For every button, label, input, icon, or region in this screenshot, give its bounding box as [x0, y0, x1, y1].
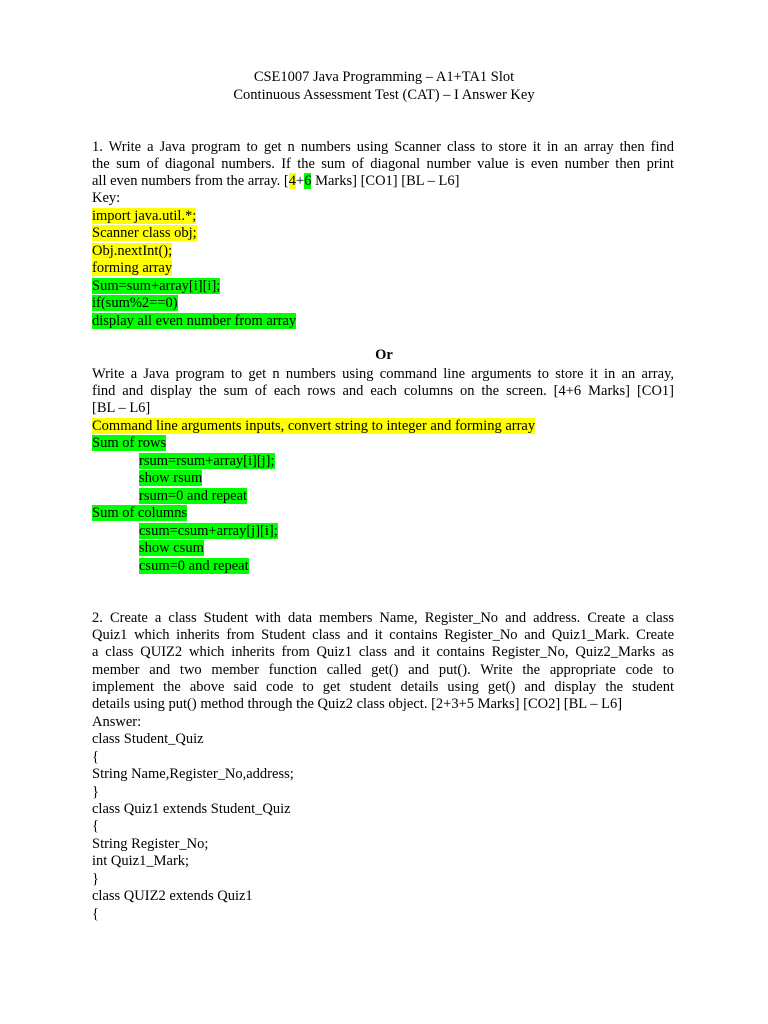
- q2-text-line: implement the above said code to get student details using get() and display the student: [92, 679, 674, 695]
- q1b-key-line: show rsum: [139, 470, 203, 486]
- q2-code-line: String Register_No;: [92, 836, 209, 852]
- q1b-key-line: show csum: [139, 540, 204, 556]
- q1-mark-b: 6: [304, 173, 312, 189]
- q1-key-line: display all even number from array: [92, 313, 297, 329]
- q2-text-last-line: details using put() method through the Quiz2 class object. [2+3+5 Marks] [CO2] [BL – L6]: [92, 696, 623, 712]
- q2-code-line: String Name,Register_No,address;: [92, 766, 294, 782]
- q1b-key-line: csum=0 and repeat: [139, 558, 249, 574]
- q1-key-line: Obj.nextInt();: [92, 243, 173, 259]
- q1-mark-plus: +: [296, 173, 305, 189]
- q1-line3-text: all even numbers from the array. [: [92, 173, 289, 189]
- q2-code-line: {: [92, 906, 99, 922]
- document-title: CSE1007 Java Programming – A1+TA1 Slot: [253, 69, 515, 85]
- q2-code-line: }: [92, 784, 99, 800]
- or-separator: Or: [375, 347, 393, 363]
- q1b-text-line-2: find and display the sum of each rows and each columns on the screen. [4+6 Marks] [CO1]: [92, 383, 674, 399]
- q2-code-line: {: [92, 749, 99, 765]
- q1-key-label: Key:: [92, 190, 121, 206]
- document-subtitle: Continuous Assessment Test (CAT) – I Answer Key: [233, 87, 535, 103]
- q1b-key-line: Sum of columns: [92, 505, 188, 521]
- q2-code-line: class QUIZ2 extends Quiz1: [92, 888, 253, 904]
- q1b-key-line: Sum of rows: [92, 435, 167, 451]
- q2-answer-label: Answer:: [92, 714, 142, 730]
- q2-code-line: }: [92, 871, 99, 887]
- q1-text-line-1: 1. Write a Java program to get n numbers using Scanner class to store it in an array then find: [92, 139, 674, 155]
- q1b-key-line: rsum=rsum+array[i][j];: [139, 453, 275, 469]
- q2-text-line: 2. Create a class Student with data members Name, Register_No and address. Create a class: [92, 610, 674, 626]
- q1b-text-line-1: Write a Java program to get n numbers using command line arguments to store it in an array,: [92, 366, 674, 382]
- q1b-text-line-3: [BL – L6]: [92, 400, 151, 416]
- q1b-key-line: Command line arguments inputs, convert string to integer and forming array: [92, 418, 536, 434]
- q1-key-line: if(sum%2==0): [92, 295, 178, 311]
- q2-text-line: member and two member function called get() and put(). Write the appropriate code to: [92, 662, 674, 678]
- q2-code-line: class Quiz1 extends Student_Quiz: [92, 801, 291, 817]
- q2-code-line: int Quiz1_Mark;: [92, 853, 190, 869]
- q1-key-line: Scanner class obj;: [92, 225, 197, 241]
- q1-key-line: Sum=sum+array[i][i];: [92, 278, 221, 294]
- q2-text-line: a class QUIZ2 which inherits from Quiz1 class and it contains Register_No, Quiz2_Marks as: [92, 644, 674, 660]
- q1-line3-tail: Marks] [CO1] [BL – L6]: [311, 173, 460, 189]
- q1-text-line-3: [92, 173, 460, 191]
- q2-code-line: {: [92, 818, 99, 834]
- q2-code-line: class Student_Quiz: [92, 731, 204, 747]
- q1b-key-line: rsum=0 and repeat: [139, 488, 248, 504]
- q1-key-line: forming array: [92, 260, 173, 276]
- q2-text-line: Quiz1 which inherits from Student class and it contains Register_No and Quiz1_Mark. Create: [92, 627, 674, 643]
- q1b-key-line: csum=csum+array[j][i];: [139, 523, 278, 539]
- q1-mark-a: 4: [288, 173, 296, 189]
- q1-key-line: import java.util.*;: [92, 208, 197, 224]
- q1-text-line-2: the sum of diagonal numbers. If the sum of diagonal number value is even number then print: [92, 156, 674, 172]
